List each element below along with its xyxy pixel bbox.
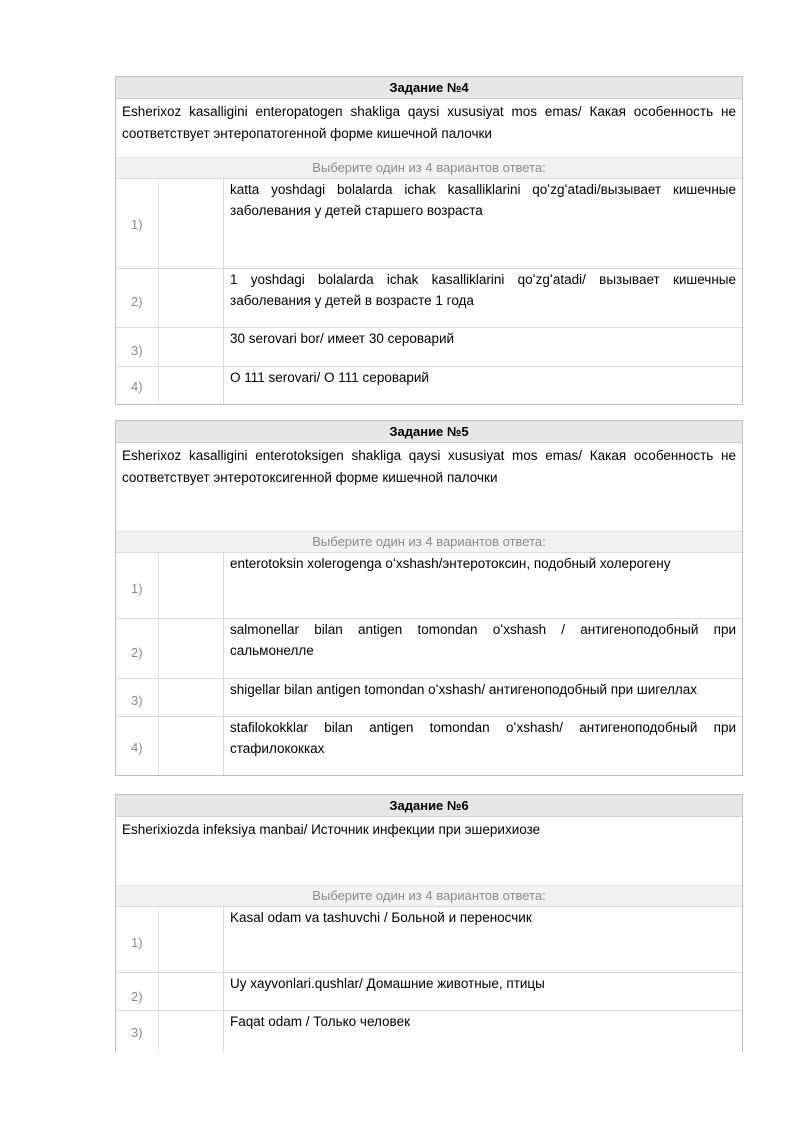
task-title: Задание №4 — [116, 77, 742, 99]
option-text: salmonellar bilan antigen tomondan oʻxshash / антигеноподобный при сальмонелле — [230, 622, 736, 658]
option-checkbox[interactable] — [158, 619, 224, 678]
option-text: Uy xayvonlari.qushlar/ Домашние животные, птицы — [230, 976, 545, 991]
option-checkbox[interactable] — [158, 328, 224, 366]
answer-option[interactable] — [116, 618, 742, 678]
answer-option[interactable] — [116, 178, 742, 268]
option-checkbox[interactable] — [158, 179, 224, 268]
option-number: 1) — [131, 217, 143, 232]
option-checkbox[interactable] — [158, 973, 224, 1010]
option-text: stafilokokklar bilan antigen tomondan oʻxshash/ антигеноподобный при стафилококках — [230, 720, 736, 756]
task-6 — [115, 794, 743, 1052]
option-text: 1 yoshdagi bolalarda ichak kasalliklarini qoʻzgʻatadi/ вызывает кишечные заболевания у детей в возрасте 1 года — [230, 272, 736, 308]
option-number: 4) — [131, 379, 143, 394]
answer-option[interactable] — [116, 327, 742, 366]
choose-instruction: Выберите один из 4 вариантов ответа: — [116, 885, 742, 906]
option-checkbox[interactable] — [158, 1011, 224, 1052]
option-text: Faqat odam / Только человек — [230, 1014, 410, 1029]
option-text: enterotoksin xolerogenga oʻxshash/энтеротоксин, подобный холерогену — [230, 556, 671, 571]
answer-option[interactable] — [116, 678, 742, 716]
task-5 — [115, 420, 743, 776]
answer-option[interactable] — [116, 1010, 742, 1052]
option-checkbox[interactable] — [158, 679, 224, 716]
option-text: Kasal odam va tashuvchi / Больной и переносчик — [230, 910, 532, 925]
choose-instruction: Выберите один из 4 вариантов ответа: — [116, 531, 742, 552]
option-number: 2) — [131, 989, 143, 1004]
task-title: Задание №6 — [116, 795, 742, 817]
option-number: 3) — [131, 693, 143, 708]
answer-option[interactable] — [116, 716, 742, 775]
answer-option[interactable] — [116, 268, 742, 327]
task-title: Задание №5 — [116, 421, 742, 443]
answer-option[interactable] — [116, 906, 742, 972]
question-text: Esherixoz kasalligini enteropatogen shakliga qaysi xususiyat mos emas/ Какая особенность не соответствует энтеропатогенной форме кишечной палочки — [122, 104, 736, 141]
choose-instruction: Выберите один из 4 вариантов ответа: — [116, 157, 742, 178]
option-number: 1) — [131, 935, 143, 950]
option-checkbox[interactable] — [158, 717, 224, 775]
answer-option[interactable] — [116, 972, 742, 1010]
option-text: shigellar bilan antigen tomondan oʻxshash/ антигеноподобный при шигеллах — [230, 682, 697, 697]
option-number: 4) — [131, 740, 143, 755]
option-text: katta yoshdagi bolalarda ichak kasalliklarini qoʻzgʻatadi/вызывает кишечные заболевания у детей старшего возраста — [230, 182, 736, 218]
answer-option[interactable] — [116, 552, 742, 618]
option-checkbox[interactable] — [158, 553, 224, 618]
option-number: 3) — [131, 1025, 143, 1040]
question-text: Esherixoz kasalligini enterotoksigen shakliga qaysi xususiyat mos emas/ Какая особенность не соответствует энтеротоксигенной форме кишечной палочки — [122, 448, 736, 485]
option-number: 3) — [131, 343, 143, 358]
option-text: 30 serovari bor/ имеет 30 сероварий — [230, 331, 455, 346]
option-number: 2) — [131, 294, 143, 309]
answer-option[interactable] — [116, 366, 742, 404]
option-checkbox[interactable] — [158, 269, 224, 327]
option-text: O 111 serovari/ O 111 сероварий — [230, 370, 429, 385]
task-4 — [115, 76, 743, 405]
question-text: Esherixiozda infeksiya manbai/ Источник инфекции при эшерихиозе — [122, 822, 541, 837]
option-number: 1) — [131, 581, 143, 596]
option-checkbox[interactable] — [158, 907, 224, 972]
option-checkbox[interactable] — [158, 367, 224, 404]
option-number: 2) — [131, 645, 143, 660]
